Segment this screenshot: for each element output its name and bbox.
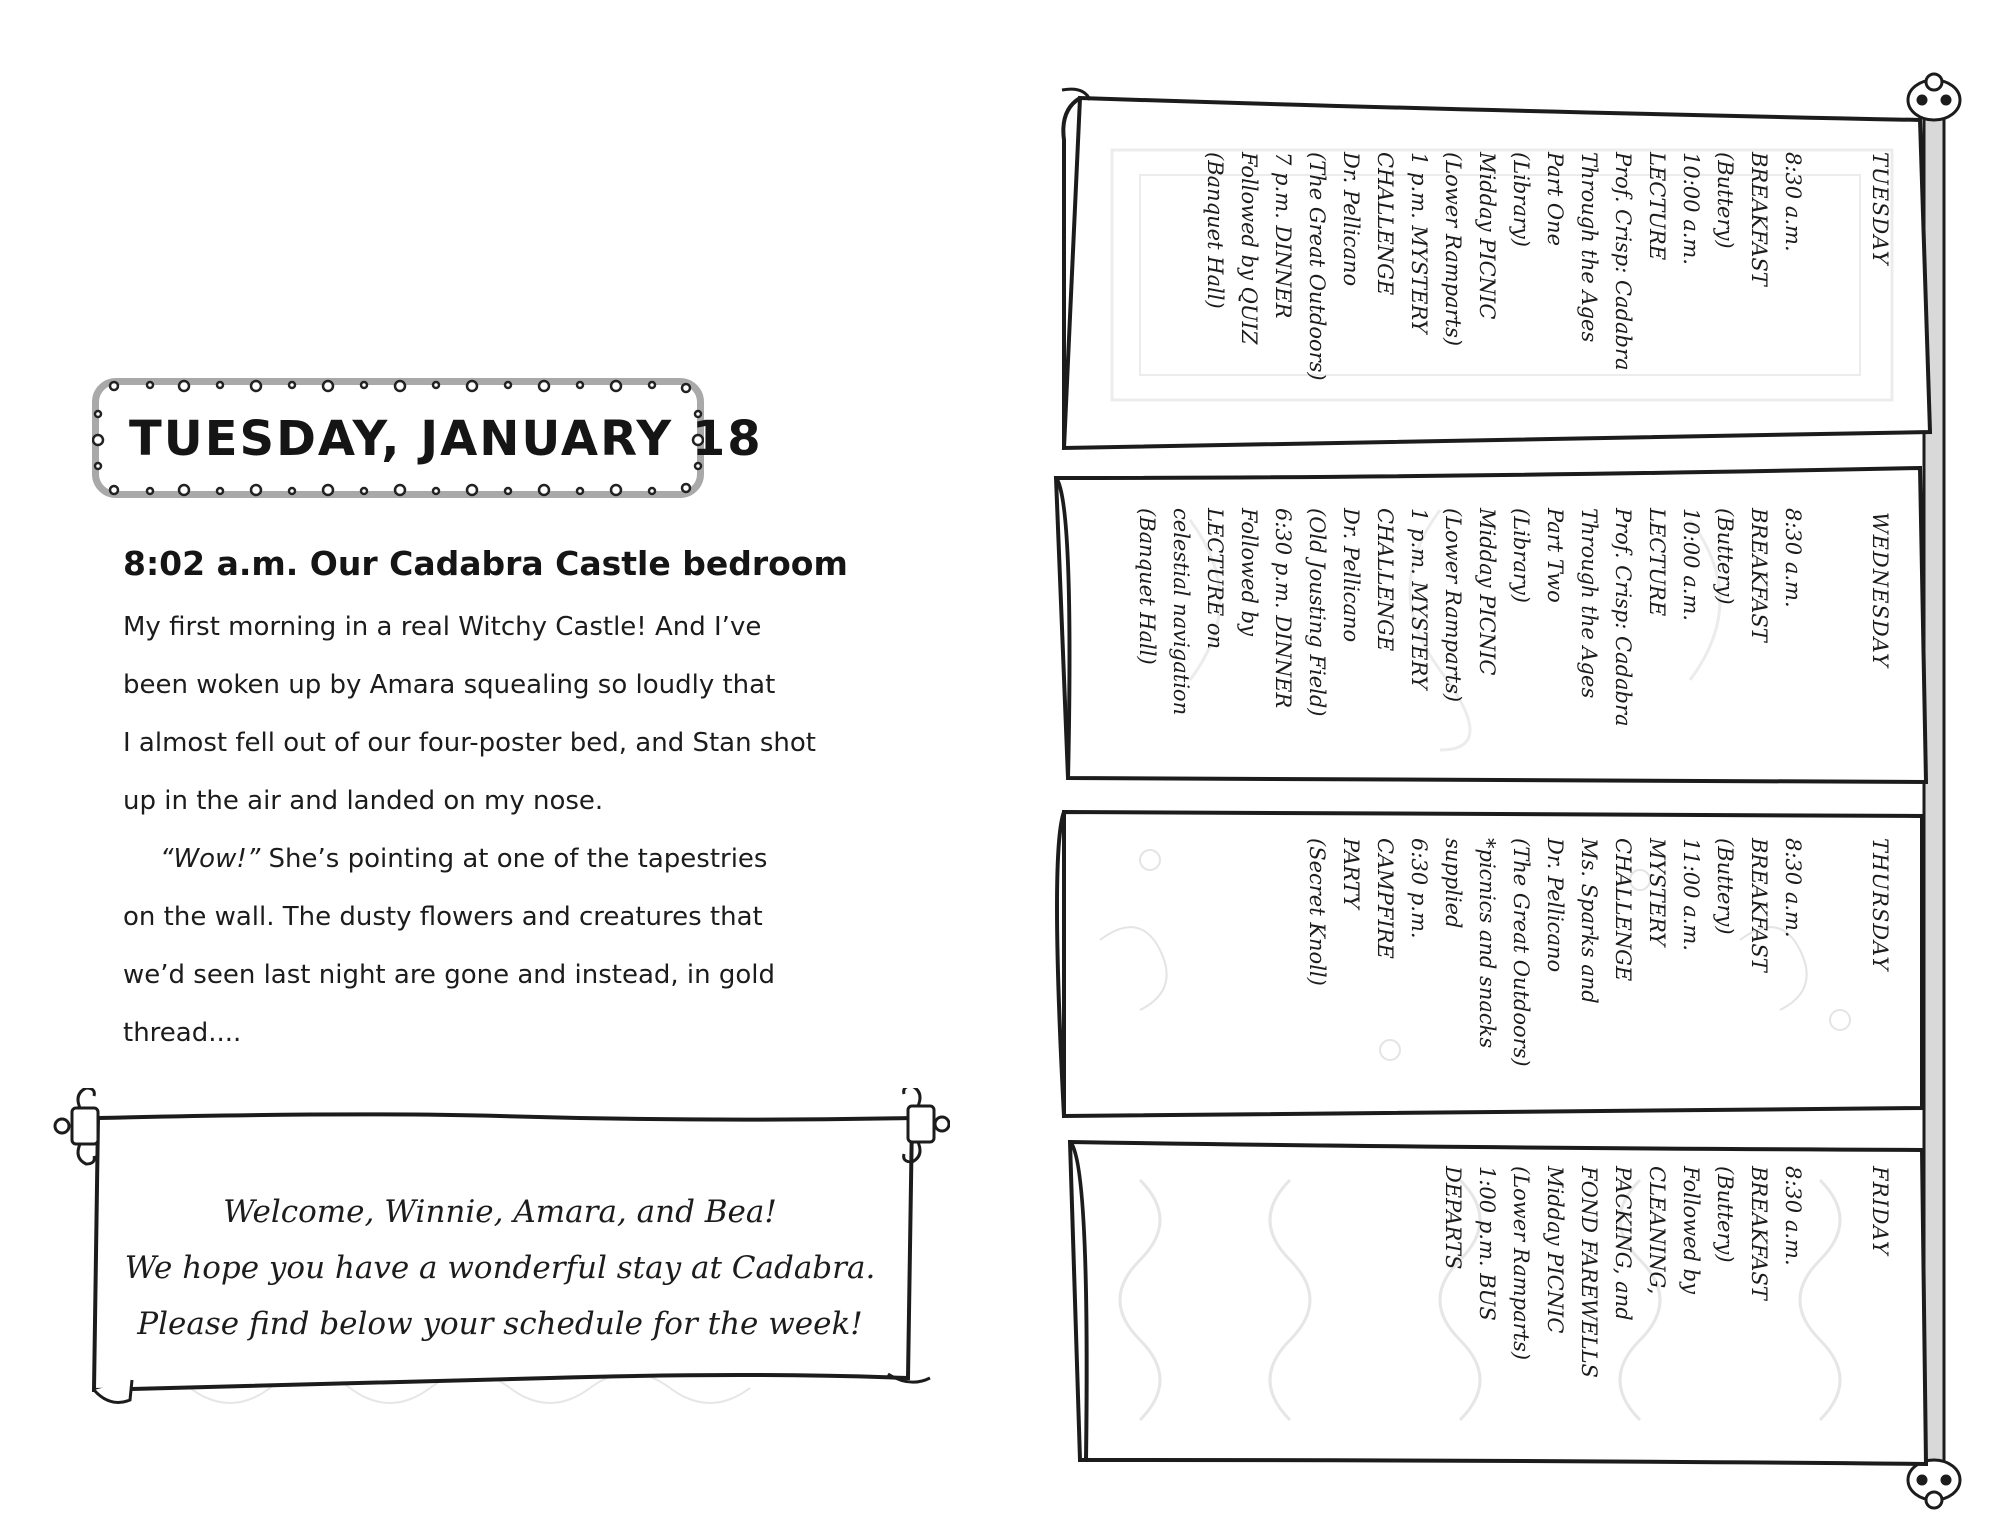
schedule-line: 8:30 a.m. <box>1781 1166 1805 1266</box>
schedule-line: LECTURE on <box>1203 508 1227 650</box>
schedule-panel-tuesday <box>1198 152 1810 381</box>
schedule-line: 8:30 a.m. <box>1781 508 1805 608</box>
schedule-line: CAMPFIRE <box>1373 838 1397 959</box>
schedule-line: (Old Jousting Field) <box>1305 508 1329 717</box>
rod-finial-bottom <box>1908 1460 1960 1508</box>
schedule-line: Dr. Pellicano <box>1543 838 1567 973</box>
schedule-line: Prof. Crisp: Cadabra <box>1611 508 1635 727</box>
schedule-line: Dr. Pellicano <box>1339 508 1363 643</box>
schedule-line: (The Great Outdoors) <box>1509 838 1533 1067</box>
page-date-title: TUESDAY, JANUARY 18 <box>129 411 763 467</box>
schedule-line: (Library) <box>1509 508 1533 603</box>
schedule-line: (Lower Ramparts) <box>1509 1166 1533 1361</box>
schedule-line: FOND FAREWELLS <box>1577 1166 1601 1378</box>
welcome-line: We hope you have a wonderful stay at Cadabra. <box>124 1250 876 1286</box>
schedule-line: 6:30 p.m. DINNER <box>1271 508 1295 709</box>
schedule-line: Part Two <box>1543 508 1567 603</box>
day-label-thursday: THURSDAY <box>1868 838 1892 972</box>
schedule-line: Followed by <box>1237 508 1261 636</box>
schedule-line: (Banquet Hall) <box>1135 508 1159 665</box>
diary-line: on the wall. The dusty flowers and creatures that <box>123 902 763 932</box>
schedule-line: (The Great Outdoors) <box>1305 152 1329 381</box>
schedule-line: 6:30 p.m. <box>1407 838 1431 939</box>
schedule-panel-friday <box>1436 1166 1810 1378</box>
entry-heading: 8:02 a.m. Our Cadabra Castle bedroom <box>123 544 848 583</box>
schedule-line: LECTURE <box>1645 508 1669 617</box>
schedule-line: Followed by <box>1679 1166 1703 1294</box>
schedule-line: Midday PICNIC <box>1543 1166 1567 1334</box>
diary-line: My first morning in a real Witchy Castle! And I’ve <box>123 612 762 642</box>
schedule-line: BREAKFAST <box>1747 838 1771 972</box>
schedule-line: 7 p.m. DINNER <box>1271 152 1295 319</box>
schedule-line: LECTURE <box>1645 152 1669 261</box>
schedule-line: Midday PICNIC <box>1475 152 1499 320</box>
rod-finial-top <box>1908 74 1960 120</box>
day-label-wednesday: WEDNESDAY <box>1868 512 1892 668</box>
schedule-line: (Buttery) <box>1713 152 1737 249</box>
schedule-line: *picnics and snacks <box>1475 838 1499 1049</box>
schedule-panel-wednesday <box>1130 508 1810 727</box>
diary-line: I almost fell out of our four-poster bed, and Stan shot <box>123 728 816 758</box>
diary-line: we’d seen last night are gone and instead, in gold <box>123 960 776 990</box>
schedule-line: CHALLENGE <box>1373 508 1397 652</box>
schedule-line: Through the Ages <box>1577 508 1601 699</box>
schedule-line: supplied <box>1441 838 1465 929</box>
schedule-line: Prof. Crisp: Cadabra <box>1611 152 1635 371</box>
schedule-line: (Banquet Hall) <box>1203 152 1227 309</box>
schedule-line: CHALLENGE <box>1373 152 1397 296</box>
schedule-line: 1 p.m. MYSTERY <box>1407 508 1431 690</box>
schedule-line: DEPARTS <box>1441 1166 1465 1270</box>
schedule-line: Through the Ages <box>1577 152 1601 343</box>
day-label-tuesday: TUESDAY <box>1868 152 1892 266</box>
welcome-scroll <box>50 1088 950 1428</box>
schedule-line: Ms. Sparks and <box>1577 838 1601 1004</box>
schedule-line: (Secret Knoll) <box>1305 838 1329 986</box>
weekly-schedule <box>1040 60 2000 1520</box>
schedule-line: 1 p.m. MYSTERY <box>1407 152 1431 334</box>
diary-line: been woken up by Amara squealing so loudly that <box>123 670 776 700</box>
schedule-line: celestial navigation <box>1169 508 1193 716</box>
quote-word: “Wow!” <box>160 844 261 874</box>
diary-line <box>160 844 767 874</box>
schedule-line: CLEANING, <box>1645 1166 1669 1295</box>
schedule-line: PACKING, and <box>1611 1166 1635 1321</box>
schedule-line: BREAKFAST <box>1747 508 1771 642</box>
schedule-line: Followed by QUIZ <box>1237 152 1261 345</box>
schedule-line: Midday PICNIC <box>1475 508 1499 676</box>
schedule-line: 1:00 p.m. BUS <box>1475 1166 1499 1321</box>
schedule-line: Dr. Pellicano <box>1339 152 1363 287</box>
schedule-panel-thursday <box>1300 838 1810 1067</box>
schedule-line: (Buttery) <box>1713 508 1737 605</box>
diary-line: thread.... <box>123 1018 242 1048</box>
schedule-line: BREAKFAST <box>1747 152 1771 286</box>
schedule-line: (Buttery) <box>1713 838 1737 935</box>
schedule-line: (Library) <box>1509 152 1533 247</box>
schedule-line: Part One <box>1543 152 1567 247</box>
schedule-line: 11:00 a.m. <box>1679 838 1703 951</box>
schedule-line: 10:00 a.m. <box>1679 152 1703 265</box>
welcome-line: Please find below your schedule for the week! <box>137 1306 863 1342</box>
quote-rest: She’s pointing at one of the tapestries <box>260 844 768 874</box>
welcome-line: Welcome, Winnie, Amara, and Bea! <box>223 1194 777 1230</box>
day-label-friday: FRIDAY <box>1868 1166 1892 1256</box>
schedule-line: (Buttery) <box>1713 1166 1737 1263</box>
schedule-line: MYSTERY <box>1645 838 1669 947</box>
schedule-line: (Lower Ramparts) <box>1441 508 1465 703</box>
schedule-line: PARTY <box>1339 838 1363 909</box>
date-banner <box>92 378 763 498</box>
schedule-line: (Lower Ramparts) <box>1441 152 1465 347</box>
schedule-line: 8:30 a.m. <box>1781 838 1805 938</box>
schedule-line: 10:00 a.m. <box>1679 508 1703 621</box>
schedule-line: BREAKFAST <box>1747 1166 1771 1300</box>
diary-line: up in the air and landed on my nose. <box>123 786 604 816</box>
schedule-line: 8:30 a.m. <box>1781 152 1805 252</box>
schedule-line: CHALLENGE <box>1611 838 1635 982</box>
